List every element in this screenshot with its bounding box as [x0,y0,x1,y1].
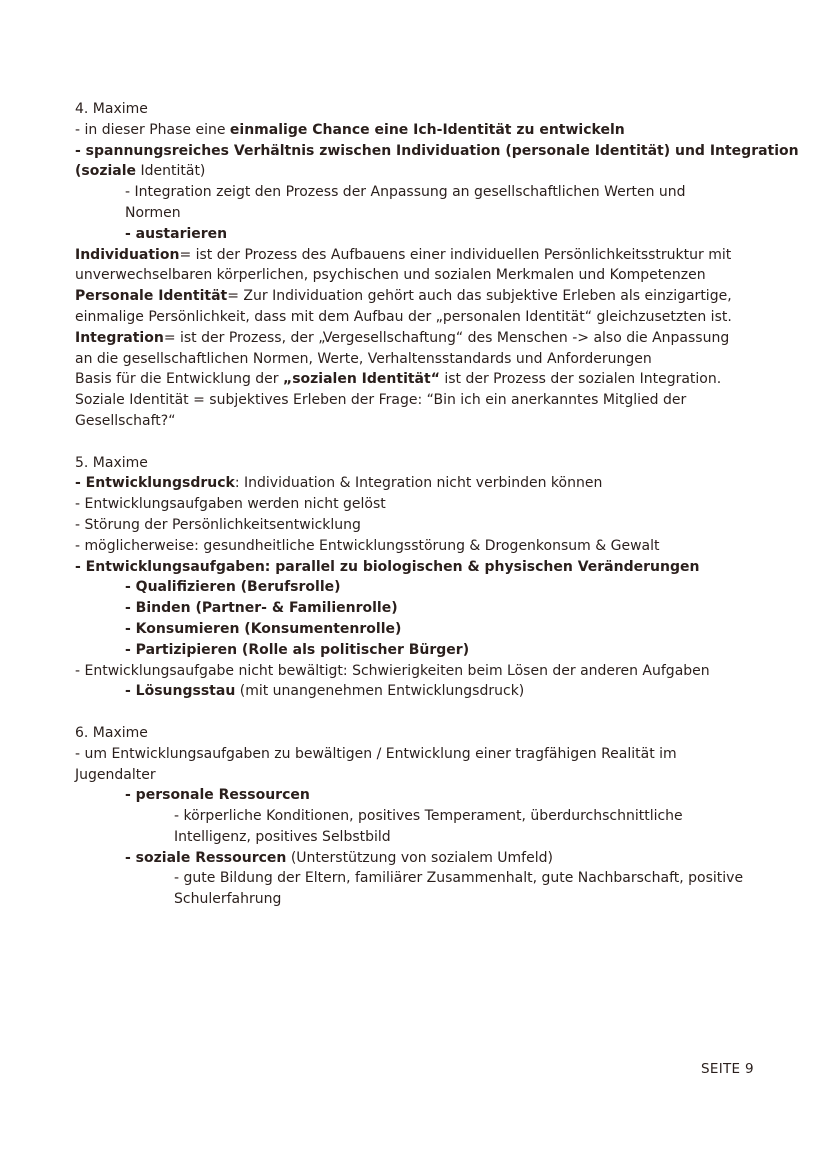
text-line [75,681,765,702]
text-line: - Störung der Persönlichkeitsentwicklung [75,516,361,533]
section-heading: 5. Maxime [75,454,148,471]
text-span: = ist der Prozess des Aufbauens einer individuellen Persönlichkeitsstruktur mit [179,246,732,263]
text-line: - körperliche Konditionen, positives Temperament, überdurchschnittliche [174,808,683,825]
text-span: = Zur Individuation gehört auch das subjektive Erleben als einzigartige, [227,288,732,305]
text-line: - Entwicklungsaufgaben werden nicht gelöst [75,496,386,513]
bold-span: „sozialen Identität“ [283,371,440,388]
bold-span: (soziale [75,163,137,180]
text-line: - personale Ressourcen [125,787,310,804]
text-line: - um Entwicklungsaufgaben zu bewältigen / Entwicklung einer tragfähigen Realität im [75,745,677,762]
section-spacer [75,432,765,453]
text-line: Gesellschaft?“ [75,412,176,429]
text-line [75,120,765,141]
text-span: = ist der Prozess, der „Vergesellschaftung“ des Menschen -> also die Anpassung [163,329,730,346]
text-span: : Individuation & Integration nicht verbinden können [234,475,603,492]
bold-span: - Lösungsstau [125,683,236,700]
text-line [75,286,765,307]
bold-span: - Entwicklungsdruck [75,475,235,492]
list-item: - Binden (Partner- & Familienrolle) [125,600,398,617]
text-line: - Entwicklungsaufgabe nicht bewältigt: Schwierigkeiten beim Lösen der anderen Aufgaben [75,662,710,679]
text-line: Schulerfahrung [174,891,282,908]
section-maxim-6 [75,723,765,910]
bold-span: einmalige Chance eine Ich-Identität zu entwickeln [229,121,625,138]
text-span: - in dieser Phase eine [75,121,230,138]
bold-span: Integration [75,329,164,346]
text-line [75,328,765,349]
text-span: ist der Prozess der sozialen Integration. [439,371,722,388]
page-content [75,99,799,910]
text-line: - möglicherweise: gesundheitliche Entwicklungsstörung & Drogenkonsum & Gewalt [75,537,660,554]
page-number: SEITE 9 [701,1061,754,1077]
text-line: einmalige Persönlichkeit, dass mit dem Aufbau der „personalen Identität“ gleichzusetzten ist. [75,308,732,325]
text-line: Intelligenz, positives Selbstbild [174,828,391,845]
text-line: - Integration zeigt den Prozess der Anpassung an gesellschaftlichen Werten und [125,184,686,201]
text-line: Jugendalter [75,766,156,783]
text-span: Basis für die Entwicklung der [75,371,283,388]
text-line: Soziale Identität = subjektives Erleben der Frage: “Bin ich ein anerkanntes Mitglied der [75,392,687,409]
text-line: an die gesellschaftlichen Normen, Werte, Verhaltensstandards und Anforderungen [75,350,652,367]
text-line [75,473,765,494]
bold-span: Individuation [75,246,180,263]
text-line: - austarieren [125,225,228,242]
section-spacer [75,702,765,723]
section-maxim-5 [75,453,765,703]
text-line: - spannungsreiches Verhältnis zwischen Individuation (personale Identität) und Integration [75,142,799,159]
text-span: (Unterstützung von sozialem Umfeld) [286,849,553,866]
section-heading: 6. Maxime [75,724,148,741]
list-item: - Partizipieren (Rolle als politischer Bürger) [125,641,470,658]
text-line: - gute Bildung der Eltern, familiärer Zusammenhalt, gute Nachbarschaft, positive [174,870,744,887]
section-maxim-4 [75,99,799,432]
text-line [75,161,765,182]
text-line: unverwechselbaren körperlichen, psychischen und sozialen Merkmalen und Kompetenzen [75,267,706,284]
bold-span: Personale Identität [75,288,228,305]
text-line [75,245,765,266]
text-line [75,848,765,869]
section-heading: 4. Maxime [75,101,148,117]
text-line: - Entwicklungsaufgaben: parallel zu biologischen & physischen Veränderungen [75,558,700,575]
text-span: Identität) [136,163,206,180]
list-item: - Konsumieren (Konsumentenrolle) [125,620,402,637]
text-line [75,369,765,390]
list-item: - Qualifizieren (Berufsrolle) [125,579,341,596]
bold-span: - soziale Ressourcen [125,849,287,866]
text-line: Normen [125,204,181,221]
text-span: (mit unangenehmen Entwicklungsdruck) [235,683,525,700]
